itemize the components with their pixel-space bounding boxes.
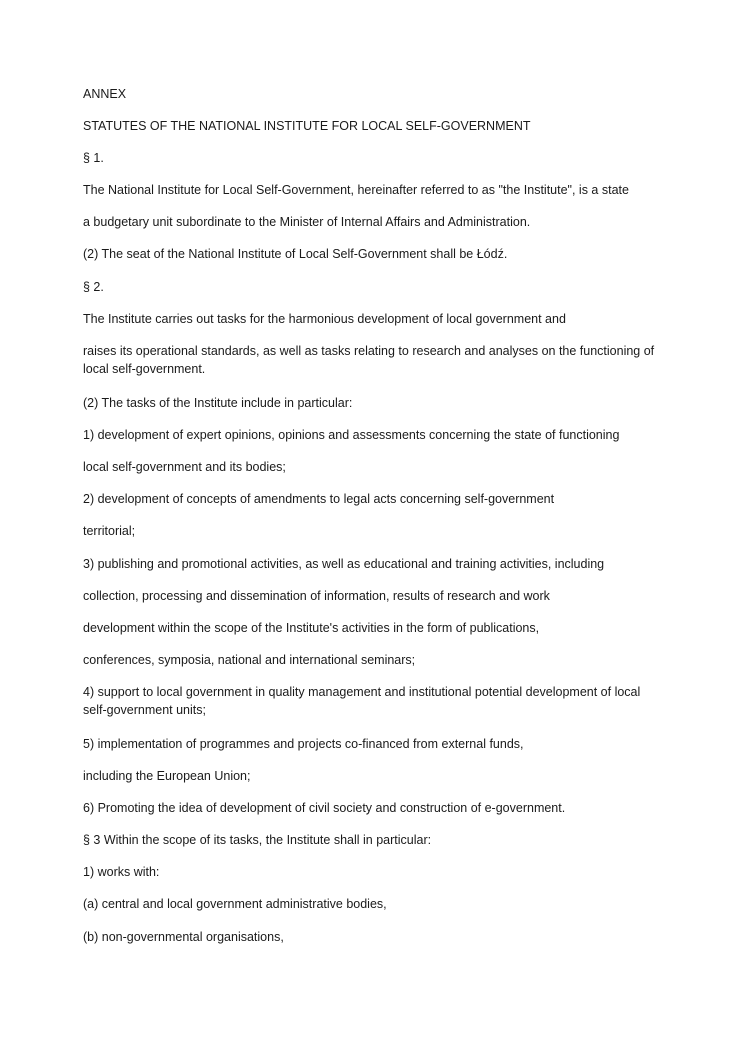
paragraph-line: The Institute carries out tasks for the harmonious development of local government and bbox=[83, 312, 566, 326]
list-item-continuation: development within the scope of the Institute's activities in the form of publications, bbox=[83, 621, 540, 635]
section-1-heading: § 1. bbox=[83, 151, 104, 165]
list-item: 4) support to local government in quality management and institutional potential development of local self-government units; bbox=[83, 685, 641, 717]
list-item: 1) works with: bbox=[83, 865, 160, 879]
list-item-continuation: territorial; bbox=[83, 524, 136, 538]
statutes-title: STATUTES OF THE NATIONAL INSTITUTE FOR LOCAL SELF-GOVERNMENT bbox=[83, 119, 531, 133]
list-item: 3) publishing and promotional activities, as well as educational and training activities, including bbox=[83, 557, 605, 571]
list-item: 6) Promoting the idea of development of civil society and construction of e-government. bbox=[83, 801, 566, 815]
sub-list-item: (a) central and local government administrative bodies, bbox=[83, 897, 387, 911]
list-item: 1) development of expert opinions, opinions and assessments concerning the state of functioning bbox=[83, 428, 620, 442]
paragraph-line: a budgetary unit subordinate to the Minister of Internal Affairs and Administration. bbox=[83, 215, 531, 229]
list-item-continuation: local self-government and its bodies; bbox=[83, 460, 286, 474]
list-item-continuation: conferences, symposia, national and international seminars; bbox=[83, 653, 416, 667]
paragraph-line: (2) The seat of the National Institute of Local Self-Government shall be Łódź. bbox=[83, 247, 508, 261]
section-3-heading: § 3 Within the scope of its tasks, the Institute shall in particular: bbox=[83, 833, 432, 847]
section-2-heading: § 2. bbox=[83, 280, 104, 294]
paragraph-line: raises its operational standards, as well as tasks relating to research and analyses on the functioning of local self-government. bbox=[83, 344, 655, 376]
list-item-continuation: collection, processing and dissemination of information, results of research and work bbox=[83, 589, 550, 603]
list-item: 2) development of concepts of amendments to legal acts concerning self-government bbox=[83, 492, 555, 506]
annex-heading: ANNEX bbox=[83, 87, 127, 101]
list-item-continuation: including the European Union; bbox=[83, 769, 251, 783]
paragraph-line: The National Institute for Local Self-Government, hereinafter referred to as "the Institute", is a state bbox=[83, 183, 629, 197]
list-item: 5) implementation of programmes and projects co-financed from external funds, bbox=[83, 737, 524, 751]
sub-list-item: (b) non-governmental organisations, bbox=[83, 930, 284, 944]
paragraph-line: (2) The tasks of the Institute include in particular: bbox=[83, 396, 353, 410]
